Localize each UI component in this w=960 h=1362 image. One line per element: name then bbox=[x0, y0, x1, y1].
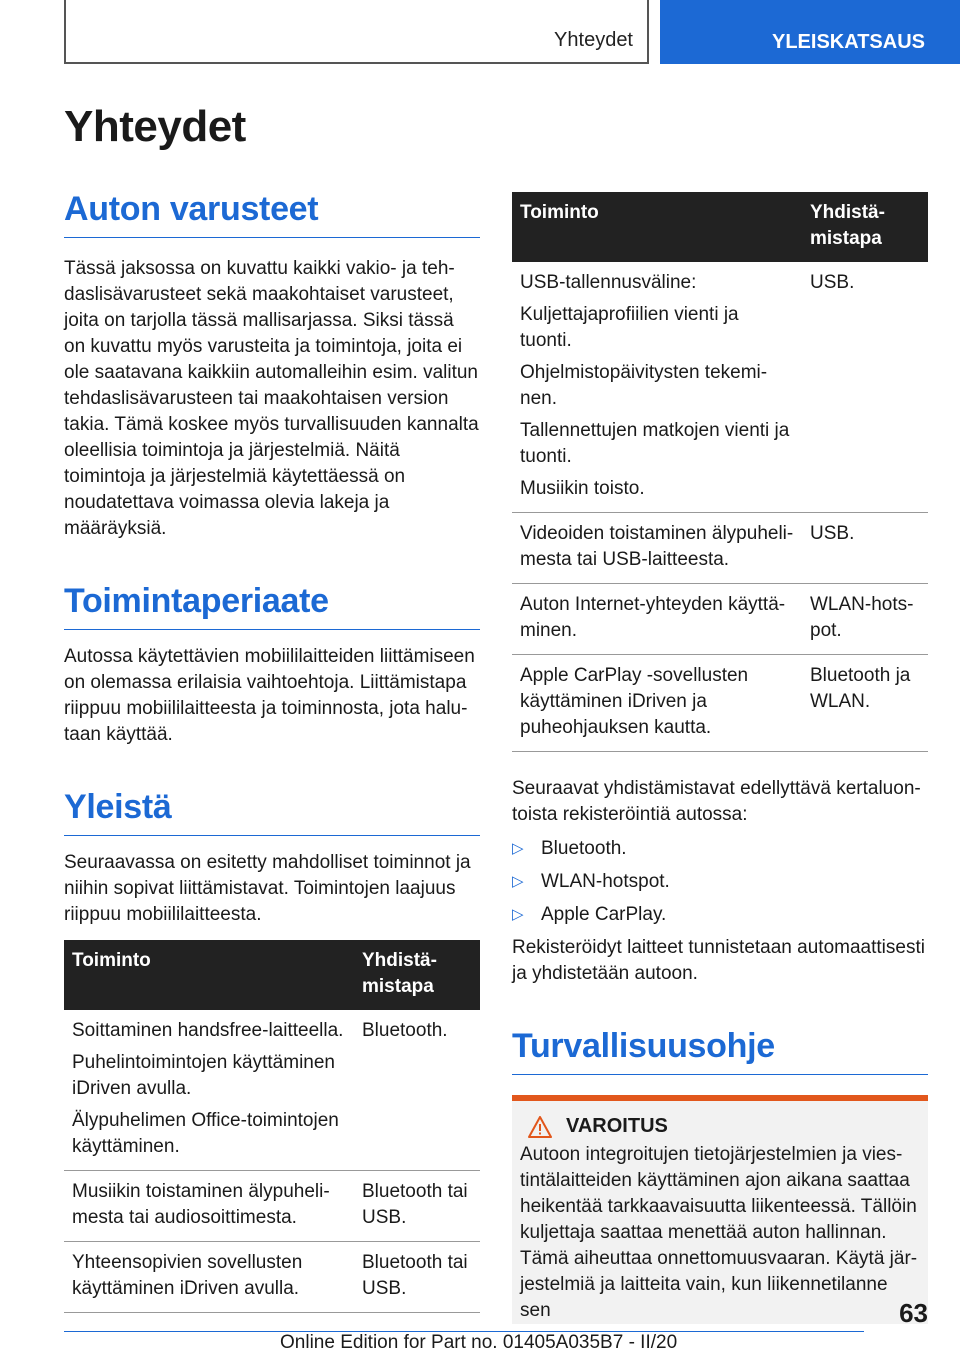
left-column bbox=[64, 190, 480, 1313]
table-header-yhdistamistapa: Yhdistämistapa bbox=[802, 192, 928, 262]
table-cell-function: Puhelintoimintojen käyttäminen iDriven avulla. bbox=[72, 1052, 335, 1099]
warning-triangle-icon bbox=[528, 1116, 552, 1138]
paragraph-toimintaperiaate: Autossa käytettävien mobiililaitteiden liittämiseen on olemassa erilaisia vaihtoehtoja. Liittämistapa riippuu mobiililaitteesta ja toiminnosta, jota halutaan käyttää. bbox=[64, 646, 475, 745]
header-chapter-label: YLEISKATSAUS bbox=[772, 31, 925, 53]
right-column bbox=[512, 192, 928, 1324]
page-title: Yhteydet bbox=[64, 102, 246, 151]
header-chapter-tab[interactable] bbox=[660, 0, 960, 64]
table-row bbox=[64, 1010, 480, 1171]
triangle-bullet-icon: ▷ bbox=[512, 840, 524, 857]
list-item bbox=[512, 869, 928, 895]
table-cell-method: WLAN-hotspot. bbox=[802, 584, 928, 655]
registration-list bbox=[512, 836, 928, 928]
table-cell-function: Videoiden toistaminen älypuhelimesta tai USB-laitteesta. bbox=[520, 523, 794, 570]
table-cell-function: Soittaminen handsfree-laitteella. bbox=[72, 1020, 344, 1041]
list-item-text: WLAN-hotspot. bbox=[541, 871, 670, 892]
table-cell-method: USB. bbox=[802, 513, 928, 584]
header-section-title: Yhteydet bbox=[554, 29, 633, 51]
registration-intro: Seuraavat yhdistämistavat edellyttävä kertaluontoista rekisteröintiä autossa: bbox=[512, 778, 921, 825]
table-cell-method: Bluetooth tai USB. bbox=[354, 1242, 480, 1313]
warning-box bbox=[512, 1095, 928, 1324]
table-row bbox=[64, 1242, 480, 1313]
list-item bbox=[512, 902, 928, 928]
table-cell-function: Ohjelmistopäivitysten tekeminen. bbox=[520, 362, 768, 409]
table-cell-method: Bluetooth tai USB. bbox=[354, 1171, 480, 1242]
list-item-text: Apple CarPlay. bbox=[541, 904, 667, 925]
table-cell-function: Musiikin toisto. bbox=[520, 478, 645, 499]
table-header-toiminto: Toiminto bbox=[512, 192, 802, 262]
table-cell-function: Yhteensopivien sovellusten käyttäminen iDriven avulla. bbox=[72, 1252, 303, 1299]
table-cell-function: Musiikin toistaminen älypuhelimesta tai audiosoittimesta. bbox=[72, 1181, 330, 1228]
header-section-box bbox=[64, 0, 649, 64]
page-number: 63 bbox=[899, 1298, 928, 1328]
heading-yleista: Yleistä bbox=[64, 788, 480, 836]
paragraph-auton-varusteet: Tässä jaksossa on kuvattu kaikki vakio- ja tehdaslisävarusteet sekä maakohtaiset varusteet, joita on tarjolla tässä mallisarjassa. Siksi tässä on kuvattu myös varusteita ja toimintoja, joita ei ole saatavana kaikkiin automalleihin esim. valitun tehdaslisävarusteen tai maakohtaisen version takia. Tämä koskee myös turvallisuuden kannalta oleellisia toimintoja ja järjestelmiä. Näitä toimintoja ja järjestelmiä käytettäessä on noudatettava voimassa olevia lakeja ja määräyksiä. bbox=[64, 258, 479, 539]
connection-table-right bbox=[512, 192, 928, 752]
table-header-toiminto: Toiminto bbox=[64, 940, 354, 1010]
table-row bbox=[512, 513, 928, 584]
table-cell-method: USB. bbox=[802, 262, 928, 513]
table-cell-function: Tallennettujen matkojen vienti ja tuonti. bbox=[520, 420, 790, 467]
heading-auton-varusteet: Auton varusteet bbox=[64, 190, 480, 238]
table-cell-function: USB-tallennusväline: bbox=[520, 272, 697, 293]
registration-outro: Rekisteröidyt laitteet tunnistetaan automaattisesti ja yhdistetään autoon. bbox=[512, 937, 925, 984]
heading-turvallisuusohje: Turvallisuusohje bbox=[512, 1027, 928, 1075]
table-row bbox=[64, 1171, 480, 1242]
table-cell-method: Bluetooth ja WLAN. bbox=[802, 655, 928, 752]
list-item bbox=[512, 836, 928, 862]
footer-edition: Online Edition for Part no. 01405A035B7 - II/20 bbox=[280, 1332, 678, 1353]
connection-table-left bbox=[64, 940, 480, 1313]
table-row bbox=[512, 584, 928, 655]
table-header-yhdistamistapa: Yhdistämistapa bbox=[354, 940, 480, 1010]
paragraph-yleista: Seuraavassa on esitetty mahdolliset toiminnot ja niihin sopivat liittämistavat. Toimintojen laajuus riippuu mobiililaitteesta. bbox=[64, 852, 471, 925]
triangle-bullet-icon: ▷ bbox=[512, 906, 524, 923]
table-cell-function: Auton Internet-yhteyden käyttäminen. bbox=[520, 594, 786, 641]
triangle-bullet-icon: ▷ bbox=[512, 873, 524, 890]
table-row bbox=[512, 262, 928, 513]
table-cell-function: Apple CarPlay -sovellusten käyttäminen iDriven ja puheohjauksen kautta. bbox=[520, 665, 749, 738]
table-cell-function: Älypuhelimen Office-toimintojen käyttäminen. bbox=[72, 1110, 339, 1157]
warning-text: Autoon integroitujen tietojärjestelmien ja viestintälaitteiden käyttäminen ajon aikana saattaa heikentää tarkkaavaisuutta liikenteessä. Tällöin kuljettaja saattaa menettää auton hallinnan. Tämä aiheuttaa onnettomuusvaaran. Käytä järjestelmiä ja laitteita vain, kun liikennetilanne sen bbox=[520, 1144, 918, 1321]
list-item-text: Bluetooth. bbox=[541, 838, 627, 859]
warning-title: VAROITUS bbox=[566, 1115, 668, 1137]
heading-toimintaperiaate: Toimintaperiaate bbox=[64, 582, 480, 630]
table-cell-method: Bluetooth. bbox=[354, 1010, 480, 1171]
table-row bbox=[512, 655, 928, 752]
table-cell-function: Kuljettajaprofiilien vienti ja tuonti. bbox=[520, 304, 739, 351]
